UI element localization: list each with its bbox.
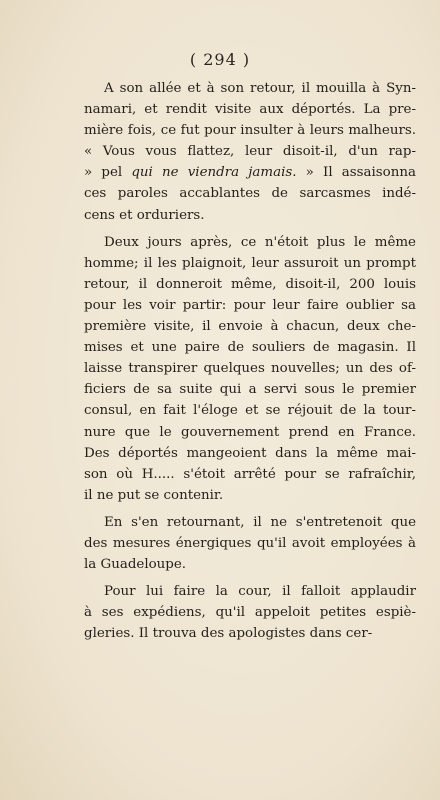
text-line: nure que le gouvernement prend en France. xyxy=(84,424,416,440)
text-line: la Guadeloupe. xyxy=(84,557,187,573)
text-line: gleries. Il trouva des apologistes dans cer- xyxy=(84,626,373,642)
text-line: ficiers de sa suite qui a servi sous le premier xyxy=(84,382,416,398)
page-number: ( 294 ) xyxy=(189,50,251,69)
text-line: consul, en fait l'éloge et se réjouit de la tour- xyxy=(84,403,416,419)
text-line: mises et une paire de souliers de magasin. Il xyxy=(84,340,416,356)
text-line: des mesures énergiques qu'il avoit employées à xyxy=(84,535,416,551)
text-line: à ses expédiens, qu'il appeloit petites espiè- xyxy=(84,605,416,621)
paragraph xyxy=(84,232,416,506)
text-line: Pour lui faire la cour, il falloit applaudir xyxy=(104,584,416,600)
paragraph xyxy=(84,512,416,575)
text-line xyxy=(84,162,416,183)
text-fragment: » Il assaisonna xyxy=(296,165,416,181)
text-line: En s'en retournant, il ne s'entretenoit que xyxy=(104,514,416,530)
text-line: il ne put se contenir. xyxy=(84,487,224,503)
text-line: son où H..... s'étoit arrêté pour se rafraîchir, xyxy=(84,466,416,482)
italic-quote: qui ne viendra jamais. xyxy=(131,165,297,181)
text-line: cens et orduriers. xyxy=(84,207,205,223)
text-line: retour, il donneroit même, disoit-il, 200 louis xyxy=(84,276,416,292)
text-line: mière fois, ce fut pour insulter à leurs malheurs. xyxy=(84,123,416,139)
text-line: A son allée et à son retour, il mouilla à Syn- xyxy=(104,81,416,96)
text-line: Des déportés mangeoient dans la même mai- xyxy=(84,445,416,461)
text-line: pour les voir partir: pour leur faire oublier sa xyxy=(84,297,416,313)
paragraph xyxy=(84,581,416,644)
text-fragment: » pel xyxy=(84,165,132,181)
page-body xyxy=(84,78,416,650)
text-line: homme; il les plaignoit, leur assuroit un prompt xyxy=(84,255,416,271)
paragraph xyxy=(84,78,416,226)
text-line: Deux jours après, ce n'étoit plus le même xyxy=(104,234,416,250)
text-line: namari, et rendit visite aux déportés. La pre- xyxy=(84,102,416,118)
text-line: ces paroles accablantes de sarcasmes indé- xyxy=(84,186,416,202)
text-line: première visite, il envoie à chacun, deux che- xyxy=(84,319,416,335)
text-line: laisse transpirer quelques nouvelles; un des of- xyxy=(84,361,416,377)
text-line: « Vous vous flattez, leur disoit-il, d'un rap- xyxy=(84,144,416,160)
